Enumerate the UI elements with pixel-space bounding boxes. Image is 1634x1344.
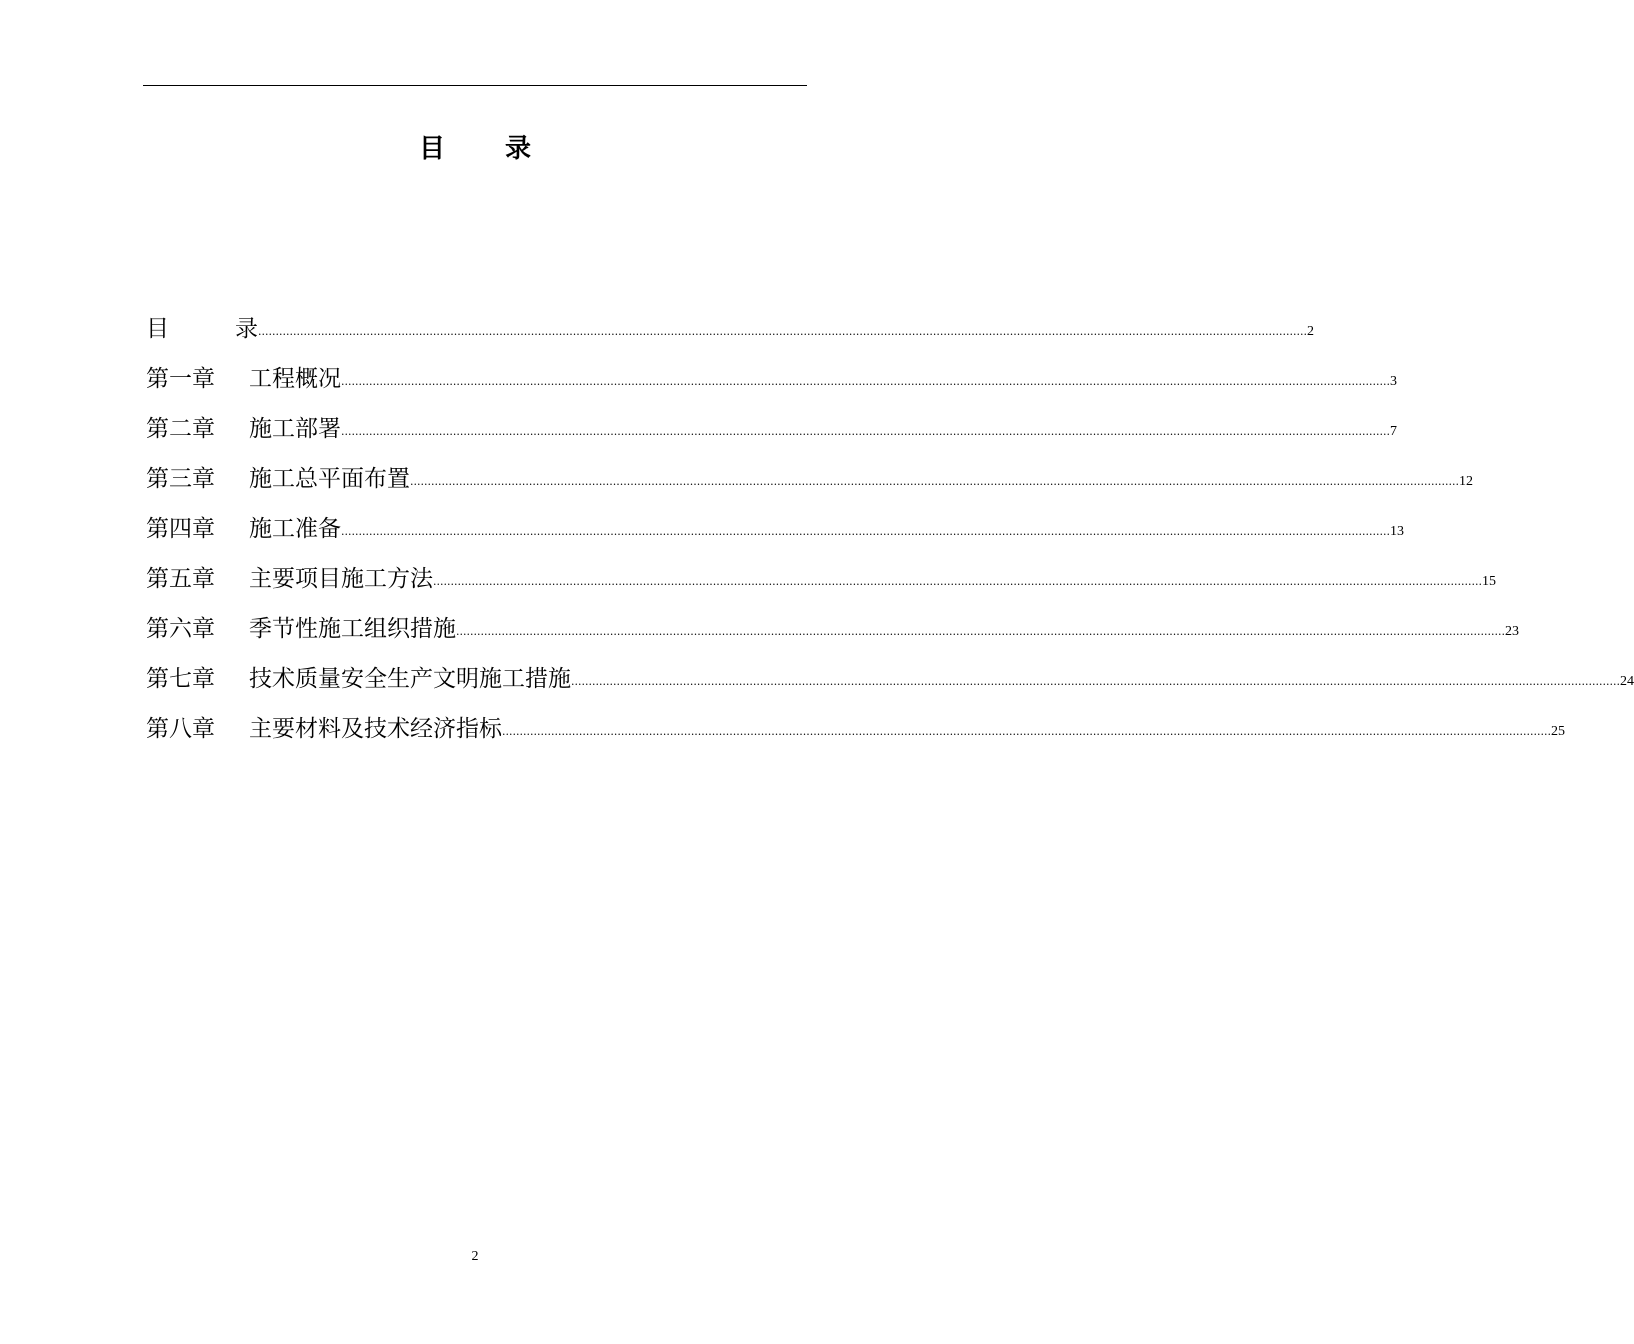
toc-entry-contents[interactable]: [146, 294, 1314, 344]
toc-page-number: 3: [1389, 374, 1397, 389]
toc-leader-dots: ............................................................................................................................................................................................................................................................................................................: [433, 575, 1482, 588]
footer-page-number: 2: [471, 1249, 479, 1264]
toc-chapter: 第二章: [146, 416, 215, 442]
toc-chapter: 第七章: [146, 666, 215, 692]
toc-title: 施工总平面布置: [249, 466, 410, 492]
toc-entry-chapter-7[interactable]: [146, 644, 1634, 694]
page-title-left: 目: [418, 134, 445, 164]
page-title-right: 录: [505, 134, 532, 164]
toc-entry-chapter-1[interactable]: [146, 344, 1397, 394]
toc-title: 工程概况: [249, 366, 341, 392]
toc-leader-dots: ............................................................................................................................................................................................................................................................................................................: [341, 375, 1390, 388]
toc-entry-chapter-2[interactable]: [146, 394, 1397, 444]
toc-title: 主要项目施工方法: [249, 566, 433, 592]
toc-entry-chapter-4[interactable]: [146, 494, 1404, 544]
toc-leader-dots: ............................................................................................................................................................................................................................................................................................................: [341, 425, 1390, 438]
toc-leader-dots: ............................................................................................................................................................................................................................................................................................................: [571, 675, 1620, 688]
toc-chapter: 第八章: [146, 716, 215, 742]
toc-page-number: 24: [1619, 674, 1634, 689]
toc-entry-chapter-5[interactable]: [146, 544, 1496, 594]
toc-title: 技术质量安全生产文明施工措施: [249, 666, 571, 692]
toc-page-number: 25: [1550, 724, 1565, 739]
toc-page-number: 2: [1306, 324, 1314, 339]
header-rule: [143, 85, 807, 86]
toc-leader-dots: ............................................................................................................................................................................................................................................................................................................: [502, 725, 1551, 738]
toc-leader-dots: ............................................................................................................................................................................................................................................................................................................: [341, 525, 1390, 538]
toc-chapter: 第五章: [146, 566, 215, 592]
page-title: [0, 132, 950, 166]
toc-entry-chapter-8[interactable]: [146, 694, 1565, 744]
toc-entry-chapter-6[interactable]: [146, 594, 1519, 644]
toc-title: 施工部署: [249, 416, 341, 442]
toc-page-number: 23: [1504, 624, 1519, 639]
toc-chapter: 第一章: [146, 366, 215, 392]
table-of-contents: [146, 294, 1634, 744]
toc-chapter: 第四章: [146, 516, 215, 542]
toc-leader-dots: ............................................................................................................................................................................................................................................................................................................: [456, 625, 1505, 638]
toc-chapter: 第六章: [146, 616, 215, 642]
toc-page-number: 13: [1389, 524, 1404, 539]
toc-title: 主要材料及技术经济指标: [249, 716, 502, 742]
toc-chapter: 目 录: [146, 316, 258, 342]
toc-entry-chapter-3[interactable]: [146, 444, 1473, 494]
toc-page-number: 15: [1481, 574, 1496, 589]
toc-title: 施工准备: [249, 516, 341, 542]
toc-chapter: 第三章: [146, 466, 215, 492]
toc-leader-dots: ............................................................................................................................................................................................................................................................................................................: [410, 475, 1459, 488]
toc-page-number: 7: [1389, 424, 1397, 439]
toc-page-number: 12: [1458, 474, 1473, 489]
toc-leader-dots: ............................................................................................................................................................................................................................................................................................................: [258, 325, 1307, 338]
toc-title: 季节性施工组织措施: [249, 616, 456, 642]
